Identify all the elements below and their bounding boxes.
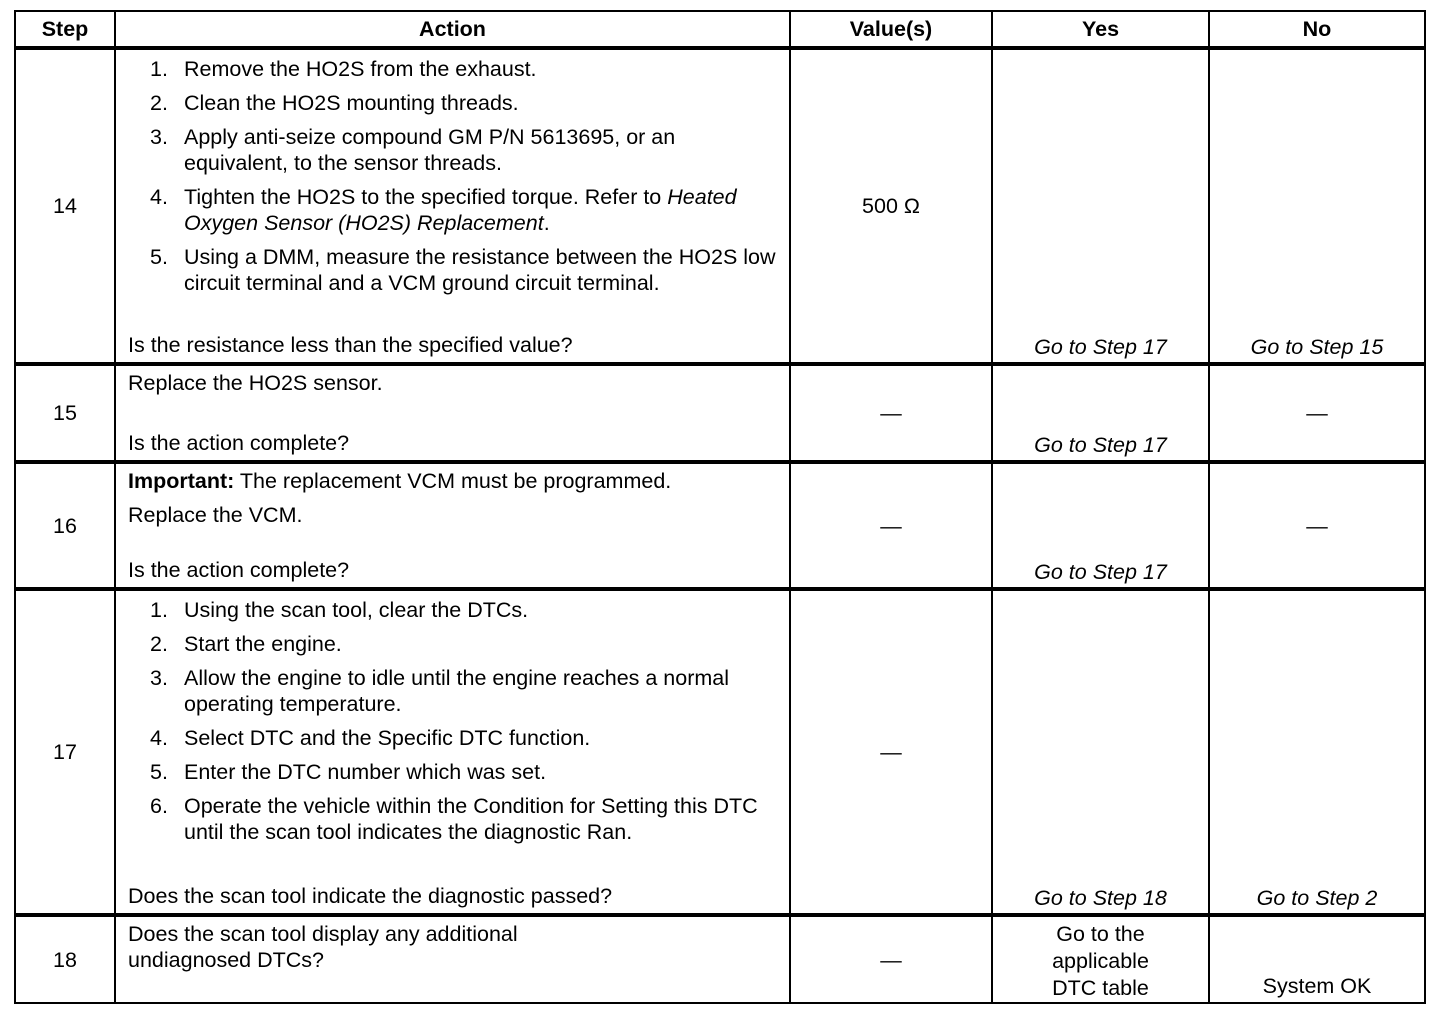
list-item bbox=[128, 124, 777, 176]
table-row bbox=[15, 589, 1425, 915]
value-cell: — bbox=[790, 915, 992, 1003]
no-cell bbox=[1209, 915, 1425, 1003]
table-row bbox=[15, 48, 1425, 364]
no-cell bbox=[1209, 589, 1425, 915]
item-number: 2. bbox=[150, 632, 168, 656]
action-cell bbox=[115, 462, 790, 589]
header-action: Action bbox=[115, 11, 790, 48]
no-cell bbox=[1209, 48, 1425, 364]
action-list bbox=[128, 56, 777, 296]
yes-goto: Go to Step 18 bbox=[1034, 886, 1167, 910]
diagnostic-table bbox=[14, 10, 1426, 1004]
list-item bbox=[128, 665, 777, 717]
item-text: Select DTC and the Specific DTC function. bbox=[184, 726, 591, 750]
list-item bbox=[128, 56, 777, 82]
header-yes: Yes bbox=[992, 11, 1209, 48]
list-item bbox=[128, 90, 777, 116]
item-text: Tighten the HO2S to the specified torque. Refer to bbox=[184, 185, 662, 209]
table-row bbox=[15, 364, 1425, 462]
item-number: 1. bbox=[150, 598, 168, 622]
important-text: The replacement VCM must be programmed. bbox=[239, 469, 672, 493]
question-text: Does the scan tool indicate the diagnostic passed? bbox=[128, 884, 613, 908]
header-no: No bbox=[1209, 11, 1425, 48]
important-label: Important: bbox=[128, 469, 235, 493]
list-item bbox=[128, 793, 777, 845]
action-list bbox=[128, 597, 777, 845]
header-values: Value(s) bbox=[790, 11, 992, 48]
yes-goto: Go to Step 17 bbox=[1034, 433, 1167, 457]
no-goto: Go to Step 2 bbox=[1256, 886, 1378, 910]
item-text: Clean the HO2S mounting threads. bbox=[184, 91, 519, 115]
item-number: 6. bbox=[150, 794, 168, 818]
yes-cell bbox=[992, 48, 1209, 364]
step-number: 17 bbox=[15, 589, 115, 915]
step-number: 18 bbox=[15, 915, 115, 1003]
no-result: System OK bbox=[1262, 974, 1372, 998]
value-cell: — bbox=[790, 589, 992, 915]
yes-cell bbox=[992, 589, 1209, 915]
yes-goto: Go to Step 17 bbox=[1034, 560, 1167, 584]
no-goto: Go to Step 15 bbox=[1250, 335, 1384, 359]
no-cell: — bbox=[1209, 364, 1425, 462]
table-row bbox=[15, 462, 1425, 589]
yes-cell bbox=[992, 364, 1209, 462]
table-row bbox=[15, 915, 1425, 1003]
value-cell: — bbox=[790, 462, 992, 589]
item-number: 4. bbox=[150, 185, 168, 209]
item-text-suffix: . bbox=[543, 211, 550, 235]
header-step: Step bbox=[15, 11, 115, 48]
item-text: Remove the HO2S from the exhaust. bbox=[184, 57, 537, 81]
list-item bbox=[128, 631, 777, 657]
item-number: 5. bbox=[150, 760, 168, 784]
item-number: 5. bbox=[150, 245, 168, 269]
list-item bbox=[128, 184, 777, 236]
item-text: Allow the engine to idle until the engine reaches a normal operating temperature. bbox=[184, 666, 730, 716]
item-number: 1. bbox=[150, 57, 168, 81]
action-text: Replace the HO2S sensor. bbox=[128, 371, 383, 395]
list-item bbox=[128, 725, 777, 751]
item-number: 3. bbox=[150, 666, 168, 690]
item-number: 4. bbox=[150, 726, 168, 750]
action-cell bbox=[115, 48, 790, 364]
yes-goto: Go to the applicable DTC table bbox=[1052, 922, 1149, 1000]
header-row bbox=[15, 11, 1425, 48]
question-text: Is the resistance less than the specified value? bbox=[128, 333, 573, 357]
item-text: Apply anti-seize compound GM P/N 5613695, or an equivalent, to the sensor threads. bbox=[184, 125, 676, 175]
item-text: Using the scan tool, clear the DTCs. bbox=[184, 598, 529, 622]
step-number: 14 bbox=[15, 48, 115, 364]
step-number: 16 bbox=[15, 462, 115, 589]
value-cell: 500 Ω bbox=[790, 48, 992, 364]
value-cell: — bbox=[790, 364, 992, 462]
question-text: Does the scan tool display any additional undiagnosed DTCs? bbox=[128, 922, 518, 972]
step-number: 15 bbox=[15, 364, 115, 462]
list-item bbox=[128, 759, 777, 785]
action-cell bbox=[115, 915, 790, 1003]
question-text: Is the action complete? bbox=[128, 431, 350, 455]
item-text: Enter the DTC number which was set. bbox=[184, 760, 547, 784]
question-text: Is the action complete? bbox=[128, 558, 350, 582]
yes-goto: Go to Step 17 bbox=[1034, 335, 1167, 359]
item-text: Using a DMM, measure the resistance between the HO2S low circuit terminal and a VCM ground circuit terminal. bbox=[184, 245, 776, 295]
no-cell: — bbox=[1209, 462, 1425, 589]
item-number: 3. bbox=[150, 125, 168, 149]
item-text: Operate the vehicle within the Condition for Setting this DTC until the scan tool indicates the diagnostic Ran. bbox=[184, 794, 758, 844]
item-text: Start the engine. bbox=[184, 632, 342, 656]
item-number: 2. bbox=[150, 91, 168, 115]
yes-cell bbox=[992, 915, 1209, 1003]
action-cell bbox=[115, 589, 790, 915]
action-text: Replace the VCM. bbox=[128, 503, 303, 527]
reference-link-text: Heated Oxygen Sensor (HO2S) Replacement bbox=[184, 185, 737, 235]
action-cell bbox=[115, 364, 790, 462]
yes-cell bbox=[992, 462, 1209, 589]
important-note bbox=[128, 468, 777, 494]
list-item bbox=[128, 597, 777, 623]
list-item bbox=[128, 244, 777, 296]
